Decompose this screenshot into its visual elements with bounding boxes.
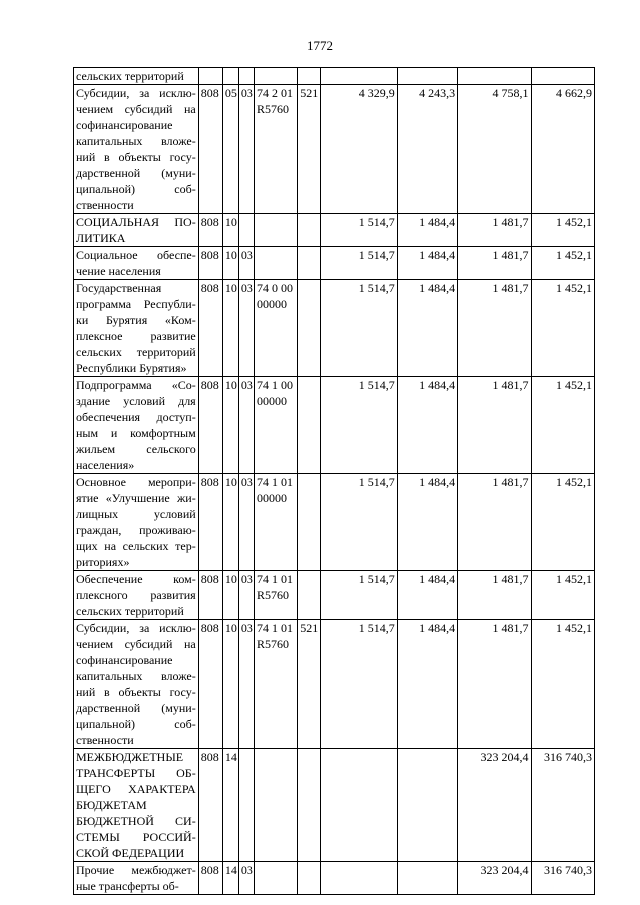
expense-type-code	[298, 377, 321, 474]
amount-3: 1 481,7	[458, 280, 531, 377]
row-name: Субсидии, за исклю-чением субсидий на софинансирование капитальных вложе-ний в объекты госу-дарственной (муни-ципальной) соб-ственности	[74, 620, 199, 749]
section-code: 10	[222, 474, 238, 571]
subsection-code: 03	[238, 862, 254, 895]
table-row	[74, 68, 595, 85]
amount-3: 1 481,7	[458, 247, 531, 280]
amount-1: 1 514,7	[321, 247, 397, 280]
expense-type-code: 521	[298, 85, 321, 214]
amount-4: 1 452,1	[531, 474, 594, 571]
target-article-code	[254, 247, 297, 280]
expense-type-code	[298, 474, 321, 571]
expense-type-code	[298, 571, 321, 620]
subsection-code: 03	[238, 571, 254, 620]
admin-code: 808	[198, 620, 222, 749]
target-article-code	[254, 749, 297, 862]
target-article-code	[254, 68, 297, 85]
section-code: 10	[222, 571, 238, 620]
row-name: Основное меропри-ятие «Улучшение жи-лищных условий граждан, проживаю-щих на сельских тер-риториях»	[74, 474, 199, 571]
target-article-code: 74 1 01 R5760	[254, 620, 297, 749]
amount-4: 1 452,1	[531, 571, 594, 620]
amount-3	[458, 68, 531, 85]
subsection-code	[238, 749, 254, 862]
subsection-code	[238, 214, 254, 247]
table-row	[74, 571, 595, 620]
admin-code: 808	[198, 862, 222, 895]
table-row	[74, 214, 595, 247]
section-code: 05	[222, 85, 238, 214]
amount-1: 1 514,7	[321, 620, 397, 749]
admin-code: 808	[198, 474, 222, 571]
admin-code: 808	[198, 749, 222, 862]
admin-code: 808	[198, 85, 222, 214]
admin-code: 808	[198, 214, 222, 247]
section-code: 10	[222, 214, 238, 247]
table-row	[74, 247, 595, 280]
expense-type-code	[298, 749, 321, 862]
amount-2: 1 484,4	[397, 280, 457, 377]
section-code	[222, 68, 238, 85]
amount-1: 1 514,7	[321, 377, 397, 474]
amount-1: 1 514,7	[321, 571, 397, 620]
admin-code: 808	[198, 377, 222, 474]
amount-2: 1 484,4	[397, 571, 457, 620]
budget-table	[73, 67, 595, 895]
table-row	[74, 749, 595, 862]
amount-1: 1 514,7	[321, 214, 397, 247]
amount-4: 1 452,1	[531, 377, 594, 474]
amount-3: 1 481,7	[458, 474, 531, 571]
section-code: 14	[222, 749, 238, 862]
section-code: 10	[222, 377, 238, 474]
amount-2: 1 484,4	[397, 620, 457, 749]
section-code: 10	[222, 247, 238, 280]
amount-3: 1 481,7	[458, 214, 531, 247]
target-article-code	[254, 214, 297, 247]
amount-4: 1 452,1	[531, 214, 594, 247]
amount-2: 1 484,4	[397, 377, 457, 474]
target-article-code: 74 1 01 00000	[254, 474, 297, 571]
subsection-code: 03	[238, 620, 254, 749]
amount-4: 1 452,1	[531, 247, 594, 280]
amount-4: 316 740,3	[531, 749, 594, 862]
target-article-code: 74 1 00 00000	[254, 377, 297, 474]
section-code: 10	[222, 620, 238, 749]
expense-type-code	[298, 862, 321, 895]
table-row	[74, 377, 595, 474]
amount-3: 4 758,1	[458, 85, 531, 214]
target-article-code: 74 1 01 R5760	[254, 571, 297, 620]
amount-3: 323 204,4	[458, 749, 531, 862]
row-name: Подпрограмма «Со-здание условий для обеспечения доступ-ным и комфортным жильем сельского населения»	[74, 377, 199, 474]
subsection-code: 03	[238, 85, 254, 214]
section-code: 14	[222, 862, 238, 895]
target-article-code: 74 2 01 R5760	[254, 85, 297, 214]
row-name: Субсидии, за исклю-чением субсидий на софинансирование капитальных вложе-ний в объекты госу-дарственной (муни-ципальной) соб-ственности	[74, 85, 199, 214]
amount-1: 1 514,7	[321, 280, 397, 377]
amount-1: 1 514,7	[321, 474, 397, 571]
admin-code: 808	[198, 571, 222, 620]
subsection-code: 03	[238, 474, 254, 571]
amount-1	[321, 862, 397, 895]
amount-2: 4 243,3	[397, 85, 457, 214]
amount-4: 316 740,3	[531, 862, 594, 895]
row-name: СОЦИАЛЬНАЯ ПО-ЛИТИКА	[74, 214, 199, 247]
table-row	[74, 474, 595, 571]
table-row	[74, 280, 595, 377]
expense-type-code: 521	[298, 620, 321, 749]
amount-2: 1 484,4	[397, 214, 457, 247]
expense-type-code	[298, 214, 321, 247]
admin-code	[198, 68, 222, 85]
row-name: МЕЖБЮДЖЕТНЫЕ ТРАНСФЕРТЫ ОБ-ЩЕГО ХАРАКТЕРА БЮДЖЕТАМ БЮДЖЕТНОЙ СИ-СТЕМЫ РОССИЙ-СКОЙ ФЕДЕРАЦИИ	[74, 749, 199, 862]
amount-4	[531, 68, 594, 85]
amount-2: 1 484,4	[397, 247, 457, 280]
amount-1	[321, 68, 397, 85]
expense-type-code	[298, 68, 321, 85]
expense-type-code	[298, 247, 321, 280]
row-name: сельских территорий	[74, 68, 199, 85]
amount-2	[397, 862, 457, 895]
amount-4: 1 452,1	[531, 620, 594, 749]
section-code: 10	[222, 280, 238, 377]
target-article-code	[254, 862, 297, 895]
table-row	[74, 85, 595, 214]
amount-4: 1 452,1	[531, 280, 594, 377]
amount-3: 1 481,7	[458, 620, 531, 749]
page-number: 1772	[307, 38, 333, 53]
admin-code: 808	[198, 280, 222, 377]
subsection-code: 03	[238, 247, 254, 280]
amount-2	[397, 749, 457, 862]
table-row	[74, 620, 595, 749]
row-name: Государственная программа Республи-ки Бурятия «Ком-плексное развитие сельских территорий Республики Бурятия»	[74, 280, 199, 377]
admin-code: 808	[198, 247, 222, 280]
amount-3: 323 204,4	[458, 862, 531, 895]
amount-3: 1 481,7	[458, 571, 531, 620]
amount-1	[321, 749, 397, 862]
row-name: Прочие межбюджет-ные трансферты об-	[74, 862, 199, 895]
amount-3: 1 481,7	[458, 377, 531, 474]
expense-type-code	[298, 280, 321, 377]
row-name: Обеспечение ком-плексного развития сельских территорий	[74, 571, 199, 620]
amount-1: 4 329,9	[321, 85, 397, 214]
table-row	[74, 862, 595, 895]
subsection-code: 03	[238, 377, 254, 474]
row-name: Социальное обеспе-чение населения	[74, 247, 199, 280]
amount-2: 1 484,4	[397, 474, 457, 571]
subsection-code	[238, 68, 254, 85]
amount-4: 4 662,9	[531, 85, 594, 214]
target-article-code: 74 0 00 00000	[254, 280, 297, 377]
subsection-code: 03	[238, 280, 254, 377]
amount-2	[397, 68, 457, 85]
